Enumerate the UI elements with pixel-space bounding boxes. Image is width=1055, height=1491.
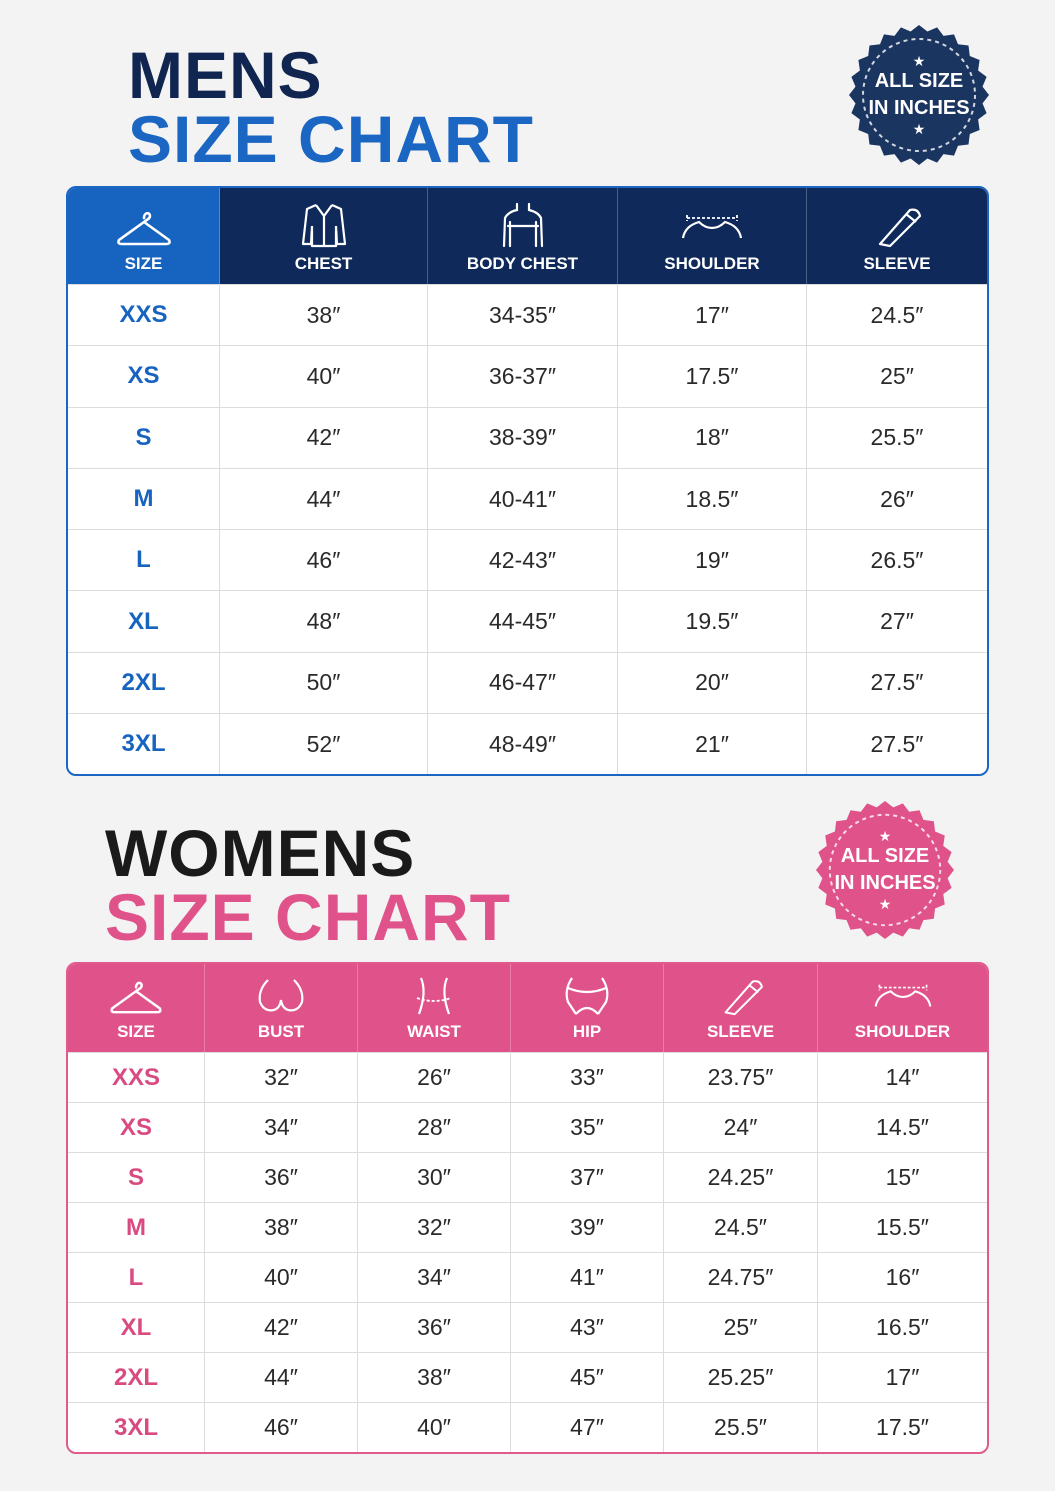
womens-cell-bust: 38″	[205, 1202, 358, 1252]
mens-cell-size: 3XL	[68, 713, 220, 774]
mens-cell-body-chest: 40-41″	[428, 468, 618, 529]
womens-cell-waist: 30″	[358, 1152, 511, 1202]
womens-cell-sleeve: 24.75″	[664, 1252, 818, 1302]
womens-cell-bust: 34″	[205, 1102, 358, 1152]
womens-cell-waist: 36″	[358, 1302, 511, 1352]
waist-icon	[407, 976, 461, 1016]
mens-cell-size: XS	[68, 345, 220, 406]
badge-line2: IN INCHES	[868, 97, 970, 119]
mens-row-2xl	[68, 652, 987, 713]
mens-inches-badge	[848, 24, 990, 166]
womens-header-row	[68, 964, 987, 1052]
womens-cell-waist: 38″	[358, 1352, 511, 1402]
mens-cell-chest: 52″	[220, 713, 428, 774]
womens-col-sleeve: SLEEVE	[664, 964, 818, 1052]
mens-cell-sleeve: 26.5″	[807, 529, 987, 590]
badge-line1: ALL SIZE	[840, 845, 930, 867]
shoulder-icon	[677, 208, 747, 248]
mens-col-body-chest: BODY CHEST	[428, 188, 618, 284]
womens-row-xl	[68, 1302, 987, 1352]
womens-col-size: SIZE	[68, 964, 205, 1052]
mens-cell-body-chest: 44-45″	[428, 590, 618, 651]
womens-col-hip: HIP	[511, 964, 664, 1052]
womens-cell-sleeve: 25.5″	[664, 1402, 818, 1452]
mens-col-sleeve: SLEEVE	[807, 188, 987, 284]
mens-cell-body-chest: 38-39″	[428, 407, 618, 468]
mens-row-xs	[68, 345, 987, 406]
mens-cell-body-chest: 46-47″	[428, 652, 618, 713]
mens-cell-shoulder: 19.5″	[618, 590, 807, 651]
mens-cell-body-chest: 42-43″	[428, 529, 618, 590]
mens-cell-sleeve: 24.5″	[807, 284, 987, 345]
womens-cell-shoulder: 14.5″	[818, 1102, 987, 1152]
mens-cell-chest: 46″	[220, 529, 428, 590]
womens-row-2xl	[68, 1352, 987, 1402]
womens-cell-size: S	[68, 1152, 205, 1202]
mens-cell-size: L	[68, 529, 220, 590]
womens-row-m	[68, 1202, 987, 1252]
mens-col-size: SIZE	[68, 188, 220, 284]
shirt-icon	[299, 202, 349, 248]
star-icon: ★	[912, 121, 926, 137]
mens-row-xxs	[68, 284, 987, 345]
womens-cell-waist: 28″	[358, 1102, 511, 1152]
mens-row-3xl	[68, 713, 987, 774]
shoulder-icon	[870, 978, 936, 1016]
womens-cell-waist: 40″	[358, 1402, 511, 1452]
womens-cell-waist: 34″	[358, 1252, 511, 1302]
mens-cell-sleeve: 27″	[807, 590, 987, 651]
womens-cell-hip: 35″	[511, 1102, 664, 1152]
womens-cell-waist: 32″	[358, 1202, 511, 1252]
womens-cell-shoulder: 15.5″	[818, 1202, 987, 1252]
womens-inches-badge	[815, 800, 955, 940]
mens-size-table	[66, 186, 989, 776]
womens-cell-size: XXS	[68, 1052, 205, 1102]
womens-cell-hip: 45″	[511, 1352, 664, 1402]
mens-cell-body-chest: 34-35″	[428, 284, 618, 345]
hip-icon	[560, 976, 614, 1016]
mens-cell-shoulder: 17.5″	[618, 345, 807, 406]
sleeve-icon	[714, 976, 768, 1016]
womens-cell-bust: 40″	[205, 1252, 358, 1302]
sleeve-icon	[870, 204, 924, 248]
mens-title-line2: SIZE CHART	[128, 102, 534, 176]
womens-cell-size: M	[68, 1202, 205, 1252]
mens-cell-sleeve: 26″	[807, 468, 987, 529]
womens-cell-bust: 32″	[205, 1052, 358, 1102]
womens-cell-bust: 36″	[205, 1152, 358, 1202]
womens-cell-shoulder: 15″	[818, 1152, 987, 1202]
mens-cell-chest: 42″	[220, 407, 428, 468]
mens-cell-size: XXS	[68, 284, 220, 345]
mens-cell-shoulder: 20″	[618, 652, 807, 713]
womens-cell-waist: 26″	[358, 1052, 511, 1102]
mens-cell-sleeve: 27.5″	[807, 713, 987, 774]
womens-cell-size: 3XL	[68, 1402, 205, 1452]
badge-line1: ALL SIZE	[874, 70, 964, 92]
womens-cell-shoulder: 14″	[818, 1052, 987, 1102]
womens-cell-size: XS	[68, 1102, 205, 1152]
mens-title-line1: MENS	[128, 38, 323, 112]
womens-cell-bust: 42″	[205, 1302, 358, 1352]
mens-cell-body-chest: 36-37″	[428, 345, 618, 406]
mens-cell-chest: 44″	[220, 468, 428, 529]
womens-cell-hip: 33″	[511, 1052, 664, 1102]
badge-line2: IN INCHES	[834, 872, 936, 894]
mens-cell-sleeve: 27.5″	[807, 652, 987, 713]
mens-cell-chest: 50″	[220, 652, 428, 713]
womens-cell-shoulder: 17″	[818, 1352, 987, 1402]
womens-cell-shoulder: 16.5″	[818, 1302, 987, 1352]
womens-cell-sleeve: 24.25″	[664, 1152, 818, 1202]
mens-row-xl	[68, 590, 987, 651]
womens-cell-size: L	[68, 1252, 205, 1302]
womens-row-3xl	[68, 1402, 987, 1452]
womens-cell-size: 2XL	[68, 1352, 205, 1402]
mens-cell-chest: 40″	[220, 345, 428, 406]
womens-cell-hip: 37″	[511, 1152, 664, 1202]
womens-cell-sleeve: 25.25″	[664, 1352, 818, 1402]
mens-row-l	[68, 529, 987, 590]
womens-cell-hip: 47″	[511, 1402, 664, 1452]
womens-cell-sleeve: 25″	[664, 1302, 818, 1352]
star-icon: ★	[878, 896, 892, 912]
hanger-icon	[107, 976, 165, 1016]
womens-col-bust: BUST	[205, 964, 358, 1052]
womens-row-xxs	[68, 1052, 987, 1102]
womens-cell-shoulder: 17.5″	[818, 1402, 987, 1452]
mens-cell-shoulder: 21″	[618, 713, 807, 774]
mens-cell-shoulder: 18″	[618, 407, 807, 468]
womens-row-s	[68, 1152, 987, 1202]
bust-icon	[254, 976, 308, 1016]
mens-row-s	[68, 407, 987, 468]
womens-cell-sleeve: 23.75″	[664, 1052, 818, 1102]
womens-size-table	[66, 962, 989, 1454]
mens-col-chest: CHEST	[220, 188, 428, 284]
mens-cell-size: 2XL	[68, 652, 220, 713]
womens-cell-sleeve: 24″	[664, 1102, 818, 1152]
womens-title-line1: WOMENS	[105, 816, 416, 890]
womens-cell-hip: 43″	[511, 1302, 664, 1352]
womens-cell-shoulder: 16″	[818, 1252, 987, 1302]
torso-icon	[498, 202, 548, 248]
mens-cell-size: S	[68, 407, 220, 468]
mens-cell-sleeve: 25.5″	[807, 407, 987, 468]
mens-row-m	[68, 468, 987, 529]
womens-cell-sleeve: 24.5″	[664, 1202, 818, 1252]
mens-header-row	[68, 188, 987, 284]
mens-col-shoulder: SHOULDER	[618, 188, 807, 284]
womens-col-shoulder: SHOULDER	[818, 964, 987, 1052]
womens-cell-bust: 46″	[205, 1402, 358, 1452]
mens-cell-chest: 38″	[220, 284, 428, 345]
womens-title-line2: SIZE CHART	[105, 880, 511, 954]
womens-cell-bust: 44″	[205, 1352, 358, 1402]
mens-cell-size: XL	[68, 590, 220, 651]
womens-row-xs	[68, 1102, 987, 1152]
mens-cell-shoulder: 19″	[618, 529, 807, 590]
womens-row-l	[68, 1252, 987, 1302]
hanger-icon	[115, 206, 173, 248]
mens-cell-sleeve: 25″	[807, 345, 987, 406]
mens-cell-body-chest: 48-49″	[428, 713, 618, 774]
womens-cell-hip: 41″	[511, 1252, 664, 1302]
mens-cell-size: M	[68, 468, 220, 529]
womens-col-waist: WAIST	[358, 964, 511, 1052]
mens-cell-chest: 48″	[220, 590, 428, 651]
womens-cell-hip: 39″	[511, 1202, 664, 1252]
star-icon: ★	[878, 828, 892, 844]
mens-cell-shoulder: 17″	[618, 284, 807, 345]
mens-cell-shoulder: 18.5″	[618, 468, 807, 529]
star-icon: ★	[912, 53, 926, 69]
womens-cell-size: XL	[68, 1302, 205, 1352]
